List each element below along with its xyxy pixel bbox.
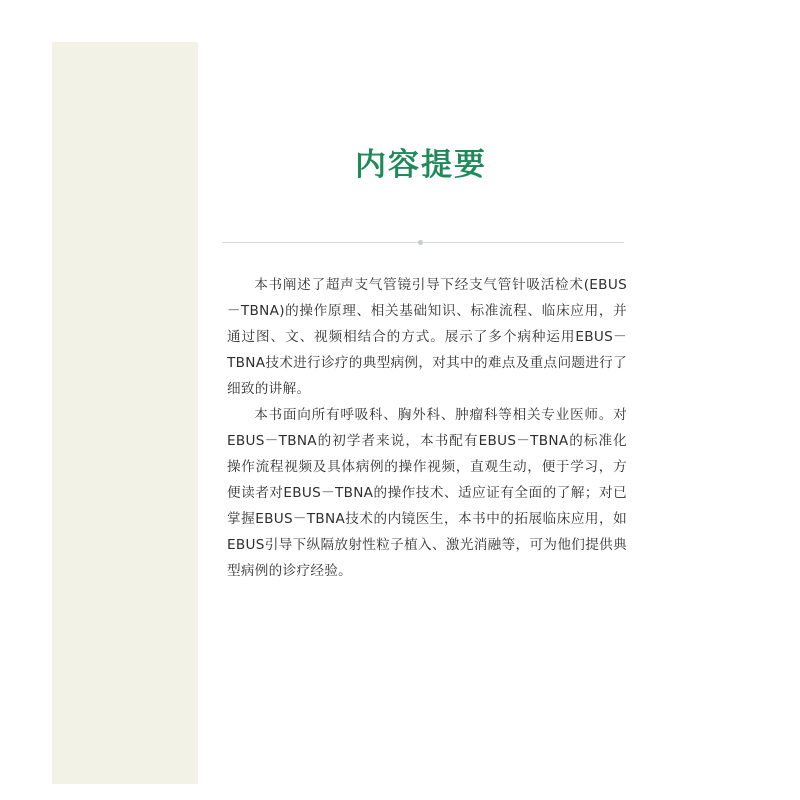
summary-paragraph-1: 本书阐述了超声支气管镜引导下经支气管针吸活检术(EBUS－TBNA)的操作原理、相关基础知识、标准流程、临床应用，并通过图、文、视频相结合的方式。展示了多个病种运用EBUS－TBNA技术进行诊疗的典型病例，对其中的难点及重点问题进行了细致的讲解。 bbox=[227, 277, 627, 397]
summary-paragraph-2: 本书面向所有呼吸科、胸外科、肿瘤科等相关专业医师。对EBUS－TBNA的初学者来说，本书配有EBUS－TBNA的标准化操作流程视频及具体病例的操作视频，直观生动，便于学习，方便读者对EBUS－TBNA的操作技术、适应证有全面的了解；对已掌握EBUS－TBNA技术的内镜医生，本书中的拓展临床应用，如EBUS引导下纵隔放射性粒子植入、激光消融等，可为他们提供典型病例的诊疗经验。 bbox=[227, 407, 627, 579]
page-title: 内容提要 bbox=[355, 146, 487, 183]
summary-body bbox=[227, 272, 627, 584]
title-divider bbox=[222, 242, 624, 243]
divider-ornament bbox=[418, 240, 423, 245]
